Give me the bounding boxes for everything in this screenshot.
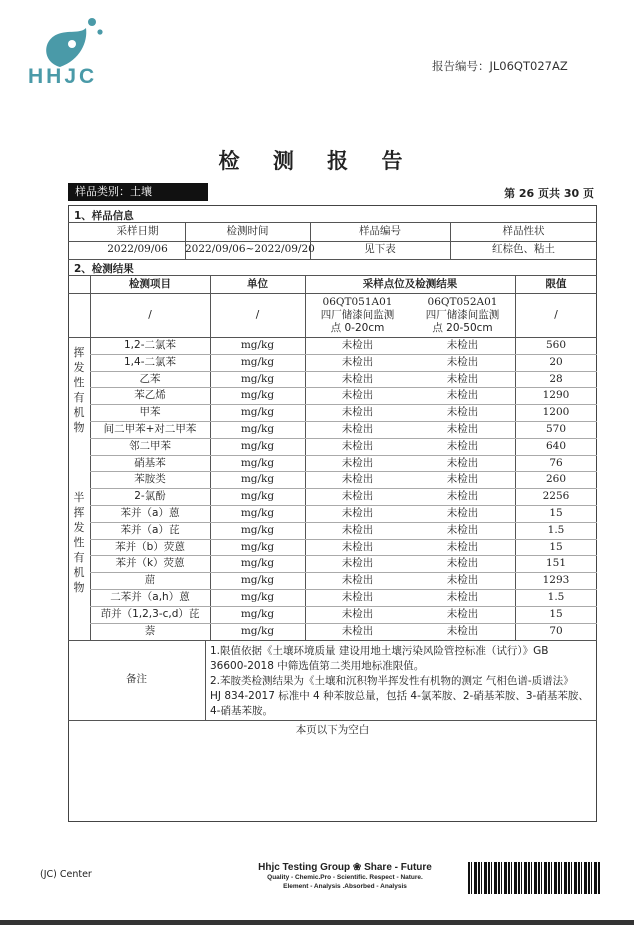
remark-line: 36600-2018 中筛选值第二类用地标准限值。 xyxy=(210,660,425,672)
cell-item: 1,2-二氯苯 xyxy=(124,339,176,351)
cell-r2: 未检出 xyxy=(446,339,479,351)
cell-r1: 未检出 xyxy=(341,507,374,519)
cell-r1: 未检出 xyxy=(341,574,374,587)
cell-unit: mg/kg xyxy=(240,574,275,587)
blank-note: 本页以下为空白 xyxy=(295,724,370,736)
s2-header-limit: 限值 xyxy=(545,278,567,290)
cell-r2: 未检出 xyxy=(446,423,479,435)
cell-limit: 15 xyxy=(549,507,563,519)
cell-unit: mg/kg xyxy=(240,406,275,419)
section1-title: 1、样品信息 xyxy=(74,210,134,222)
footer-center-label: (JC) Center xyxy=(40,869,92,880)
cell-r1: 未检出 xyxy=(341,490,374,503)
s2-header-unit: 单位 xyxy=(247,278,268,290)
cell-r1: 未检出 xyxy=(341,406,374,419)
page-info: 第 26 页共 30 页 xyxy=(504,187,594,200)
cell-unit: mg/kg xyxy=(240,389,275,402)
cell-r1: 未检出 xyxy=(341,339,374,351)
cell-r1: 未检出 xyxy=(341,372,374,385)
cell-item: 甲苯 xyxy=(139,406,161,419)
sample2-depth: 点 20-50cm xyxy=(432,322,493,334)
report-number-value: JL06QT027AZ xyxy=(489,59,568,73)
s1-value-time: 2022/09/06~2022/09/20 xyxy=(185,243,315,255)
report-number xyxy=(432,58,568,74)
cell-unit: mg/kg xyxy=(240,456,275,469)
s1-value-trait: 红棕色、粘土 xyxy=(492,243,555,255)
s1-value-date: 2022/09/06 xyxy=(107,243,168,255)
cell-limit: 1200 xyxy=(542,406,570,419)
cell-r2: 未检出 xyxy=(446,355,479,368)
cell-r2: 未检出 xyxy=(446,406,479,419)
report-number-label: 报告编号： xyxy=(432,59,490,73)
sample-category: 样品类别：土壤 xyxy=(68,183,208,201)
cell-limit: 1290 xyxy=(542,389,570,402)
s1-header-trait: 样品性状 xyxy=(502,225,545,237)
cell-unit: mg/kg xyxy=(240,439,275,452)
cell-item: 苯胺类 xyxy=(134,473,166,486)
cell-limit: 1293 xyxy=(542,574,570,587)
cell-item: 苯乙烯 xyxy=(134,389,166,402)
cell-unit: mg/kg xyxy=(240,339,275,351)
cell-r2: 未检出 xyxy=(446,490,479,503)
s2-sub-limit: / xyxy=(554,309,558,321)
cell-unit: mg/kg xyxy=(240,490,275,503)
cell-item: 苯并（k）荧蒽 xyxy=(115,557,185,570)
cell-unit: mg/kg xyxy=(240,507,275,519)
cell-item: 萘 xyxy=(144,624,156,637)
cell-limit: 2256 xyxy=(542,490,570,503)
footer-slogan-line1: Hhjc Testing Group ❀ Share - Future xyxy=(258,862,432,873)
s2-sub-sample2 xyxy=(410,296,515,335)
cell-r2: 未检出 xyxy=(446,624,479,637)
cell-r2: 未检出 xyxy=(446,507,479,519)
cell-r2: 未检出 xyxy=(446,389,479,402)
cell-limit: 76 xyxy=(549,456,563,469)
footer-slogan-line2: Quality - Chemic.Pro - Scientific. Respect - Nature. xyxy=(267,874,423,881)
cell-r1: 未检出 xyxy=(341,523,374,536)
cell-item: 1,4-二氯苯 xyxy=(124,355,176,368)
cell-item: 2-氯酚 xyxy=(134,490,166,503)
cell-item: 苯并（a）芘 xyxy=(120,523,180,536)
sample1-code: 06QT051A01 xyxy=(322,296,393,308)
cell-item: 苯并（b）荧蒽 xyxy=(115,540,185,553)
cell-unit: mg/kg xyxy=(240,607,275,620)
cell-item: 茚并（1,2,3-c,d）芘 xyxy=(100,607,200,620)
cell-r1: 未检出 xyxy=(341,607,374,620)
remark-line: 1.限值依据《土壤环境质量 建设用地土壤污染风险管控标准（试行）》GB xyxy=(210,645,549,657)
group-label-vocs: 挥发性有机物 xyxy=(73,346,85,434)
cell-unit: mg/kg xyxy=(240,540,275,553)
cell-r1: 未检出 xyxy=(341,423,374,435)
sample2-code: 06QT052A01 xyxy=(427,296,498,308)
group-label-svocs: 半挥发性有机物 xyxy=(73,491,85,594)
s2-sub-unit: / xyxy=(255,309,260,321)
cell-r2: 未检出 xyxy=(446,591,479,603)
cell-item: 二苯并（a,h）蒽 xyxy=(110,591,190,603)
cell-unit: mg/kg xyxy=(240,372,275,385)
s2-header-item: 检测项目 xyxy=(129,278,171,290)
cell-unit: mg/kg xyxy=(240,557,275,570)
s2-sub-sample1 xyxy=(305,296,410,335)
footer-slogan xyxy=(250,862,440,891)
cell-limit: 1.5 xyxy=(547,523,565,536)
cell-item: 硝基苯 xyxy=(134,456,166,469)
page-title: 检 测 报 告 xyxy=(218,149,416,173)
sample2-location: 四厂储漆间监测 xyxy=(425,309,500,321)
cell-r2: 未检出 xyxy=(446,523,479,536)
sample1-depth: 点 0-20cm xyxy=(330,322,385,334)
cell-unit: mg/kg xyxy=(240,473,275,486)
cell-limit: 560 xyxy=(545,339,567,351)
barcode-icon xyxy=(468,862,600,894)
remark-line: 4-硝基苯胺。 xyxy=(210,705,273,717)
cell-item: 苯并（a）蒽 xyxy=(120,507,180,519)
section2-title: 2、检测结果 xyxy=(74,263,134,275)
cell-limit: 70 xyxy=(549,624,563,637)
cell-limit: 28 xyxy=(549,372,563,385)
cell-item: 间二甲苯+对二甲苯 xyxy=(103,423,197,435)
cell-limit: 260 xyxy=(545,473,567,486)
cell-limit: 15 xyxy=(549,607,563,620)
cell-unit: mg/kg xyxy=(240,624,275,637)
cell-unit: mg/kg xyxy=(240,423,275,435)
logo-text: HHJC xyxy=(28,65,98,88)
cell-unit: mg/kg xyxy=(240,591,275,603)
cell-r1: 未检出 xyxy=(341,456,374,469)
s1-header-id: 样品编号 xyxy=(359,225,401,237)
cell-limit: 15 xyxy=(549,540,563,553)
cell-item: 邻二甲苯 xyxy=(129,439,171,452)
cell-r2: 未检出 xyxy=(446,540,479,553)
cell-limit: 1.5 xyxy=(547,591,565,603)
cell-r2: 未检出 xyxy=(446,473,479,486)
cell-r1: 未检出 xyxy=(341,540,374,553)
cell-r2: 未检出 xyxy=(446,456,479,469)
s1-value-id: 见下表 xyxy=(364,243,396,255)
cell-r2: 未检出 xyxy=(446,439,479,452)
cell-r1: 未检出 xyxy=(341,557,374,570)
cell-r1: 未检出 xyxy=(341,624,374,637)
cell-r1: 未检出 xyxy=(341,439,374,452)
bottom-divider xyxy=(0,920,634,925)
cell-r2: 未检出 xyxy=(446,372,479,385)
cell-r1: 未检出 xyxy=(341,355,374,368)
cell-unit: mg/kg xyxy=(240,355,275,368)
s2-sub-item: / xyxy=(148,309,152,321)
s1-header-date: 采样日期 xyxy=(116,225,159,237)
cell-item: 䓛 xyxy=(144,574,156,587)
cell-r2: 未检出 xyxy=(446,607,479,620)
remark-line: 2.苯胺类检测结果为《土壤和沉积物半挥发性有机物的测定 气相色谱-质谱法》 xyxy=(210,675,574,687)
cell-r1: 未检出 xyxy=(341,473,374,486)
cell-item: 乙苯 xyxy=(139,372,161,385)
cell-r2: 未检出 xyxy=(446,574,479,587)
remark-line: HJ 834-2017 标准中 4 种苯胺总量，包括 4-氯苯胺、2-硝基苯胺、3-硝基苯胺、 xyxy=(210,690,589,702)
cell-r2: 未检出 xyxy=(446,557,479,570)
cell-limit: 151 xyxy=(545,557,567,570)
remarks-text xyxy=(210,644,594,719)
footer-slogan-line3: Element - Analysis .Absorbed - Analysis xyxy=(283,883,407,890)
cell-r1: 未检出 xyxy=(341,591,374,603)
s1-header-time: 检测时间 xyxy=(226,225,269,237)
s2-header-result: 采样点位及检测结果 xyxy=(362,278,458,290)
remarks-label: 备注 xyxy=(126,673,147,685)
sample1-location: 四厂储漆间监测 xyxy=(320,309,395,321)
cell-limit: 640 xyxy=(545,439,567,452)
cell-unit: mg/kg xyxy=(240,523,275,536)
cell-r1: 未检出 xyxy=(341,389,374,402)
cell-limit: 570 xyxy=(545,423,567,435)
cell-limit: 20 xyxy=(549,355,563,368)
